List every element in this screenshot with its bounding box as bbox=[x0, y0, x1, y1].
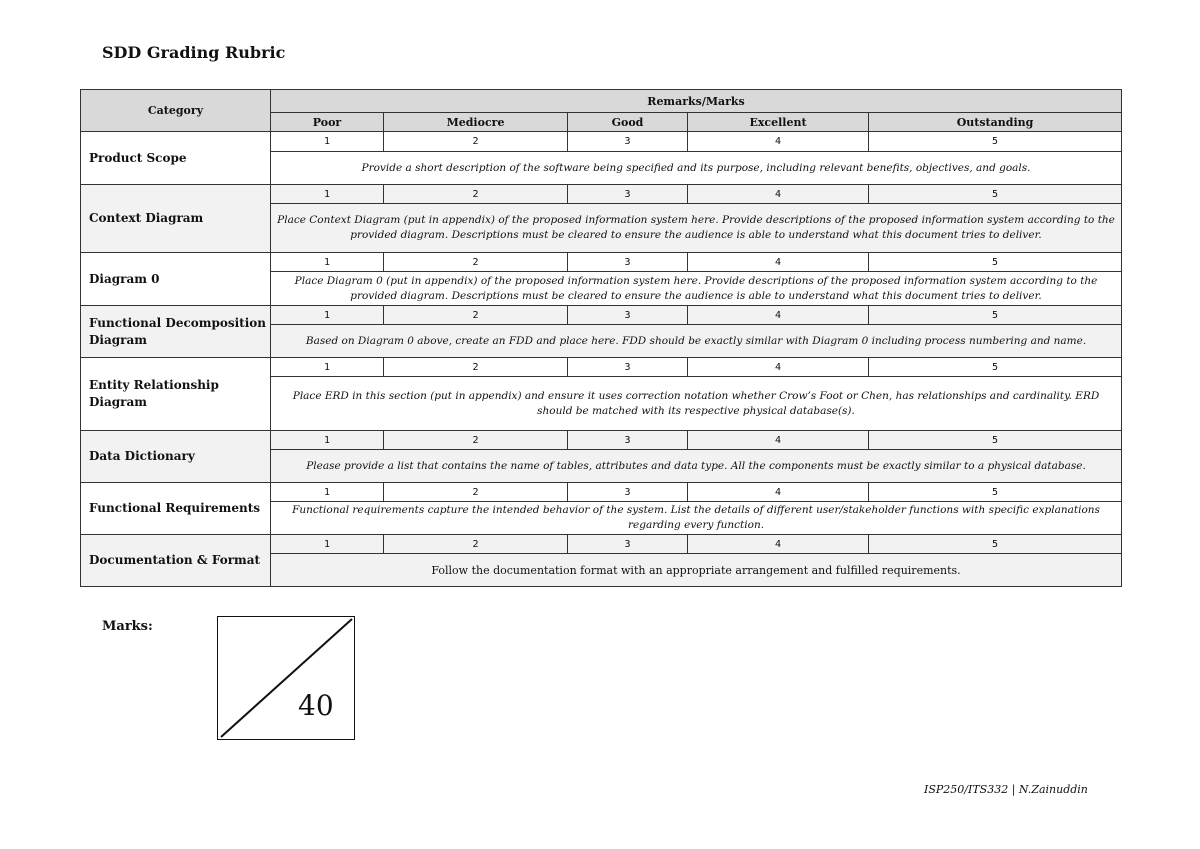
category-header: Category bbox=[81, 90, 271, 132]
category-fdd: Functional Decomposition Diagram bbox=[81, 306, 271, 358]
score-cell: 1 bbox=[271, 483, 384, 502]
score-cell: 4 bbox=[688, 483, 869, 502]
score-cell: 1 bbox=[271, 358, 384, 377]
score-cell: 2 bbox=[384, 431, 568, 450]
score-cell: 4 bbox=[688, 253, 869, 272]
score-cell: 2 bbox=[384, 185, 568, 204]
score-cell: 4 bbox=[688, 132, 869, 152]
score-cell: 5 bbox=[869, 185, 1122, 204]
score-cell: 4 bbox=[688, 431, 869, 450]
score-cell: 3 bbox=[568, 483, 688, 502]
grading-rubric-table bbox=[80, 89, 1122, 587]
score-cell: 4 bbox=[688, 185, 869, 204]
page-footer: ISP250/ITS332 | N.Zainuddin bbox=[924, 783, 1088, 796]
description-data-dictionary: Please provide a list that contains the name of tables, attributes and data type. All the components must be exactly similar to a physical database. bbox=[271, 450, 1122, 483]
marks-label: Marks: bbox=[102, 619, 153, 634]
description-context-diagram: Place Context Diagram (put in appendix) of the proposed information system here. Provide descriptions of the proposed information system according to the provided diagram. Descriptions must be cleared to ensure the audience is able to understand what this document tries to deliver. bbox=[271, 204, 1122, 253]
score-cell: 5 bbox=[869, 358, 1122, 377]
score-cell: 2 bbox=[384, 483, 568, 502]
score-cell: 3 bbox=[568, 185, 688, 204]
level-mediocre: Mediocre bbox=[384, 113, 568, 132]
score-cell: 3 bbox=[568, 306, 688, 325]
level-excellent: Excellent bbox=[688, 113, 869, 132]
score-cell: 5 bbox=[869, 253, 1122, 272]
score-cell: 3 bbox=[568, 358, 688, 377]
score-cell: 1 bbox=[271, 535, 384, 554]
score-cell: 5 bbox=[869, 306, 1122, 325]
score-cell: 1 bbox=[271, 253, 384, 272]
category-data-dictionary: Data Dictionary bbox=[81, 431, 271, 483]
score-cell: 3 bbox=[568, 253, 688, 272]
page-title: SDD Grading Rubric bbox=[102, 43, 286, 62]
score-cell: 3 bbox=[568, 132, 688, 152]
score-cell: 1 bbox=[271, 431, 384, 450]
category-diagram-0: Diagram 0 bbox=[81, 253, 271, 306]
description-product-scope: Provide a short description of the software being specified and its purpose, including relevant benefits, objectives, and goals. bbox=[271, 152, 1122, 185]
score-cell: 4 bbox=[688, 306, 869, 325]
score-cell: 1 bbox=[271, 185, 384, 204]
score-cell: 1 bbox=[271, 306, 384, 325]
level-outstanding: Outstanding bbox=[869, 113, 1122, 132]
description-diagram-0: Place Diagram 0 (put in appendix) of the proposed information system here. Provide descriptions of the proposed information system according to the provided diagram. Descriptions must be cleared to ensure the audience is able to understand what this document tries to deliver. bbox=[271, 272, 1122, 306]
score-cell: 2 bbox=[384, 358, 568, 377]
score-cell: 1 bbox=[271, 132, 384, 152]
score-cell: 2 bbox=[384, 306, 568, 325]
marks-box bbox=[217, 616, 355, 740]
description-functional-requirements: Functional requirements capture the intended behavior of the system. List the details of different user/stakeholder functions with specific explanations regarding every function. bbox=[271, 502, 1122, 535]
score-cell: 5 bbox=[869, 535, 1122, 554]
score-cell: 5 bbox=[869, 431, 1122, 450]
marks-total: 40 bbox=[298, 689, 334, 722]
category-context-diagram: Context Diagram bbox=[81, 185, 271, 253]
level-poor: Poor bbox=[271, 113, 384, 132]
description-documentation-format: Follow the documentation format with an appropriate arrangement and fulfilled requirements. bbox=[271, 554, 1122, 587]
category-functional-requirements: Functional Requirements bbox=[81, 483, 271, 535]
score-cell: 3 bbox=[568, 535, 688, 554]
category-product-scope: Product Scope bbox=[81, 132, 271, 185]
description-fdd: Based on Diagram 0 above, create an FDD and place here. FDD should be exactly similar with Diagram 0 including process numbering and name. bbox=[271, 325, 1122, 358]
score-cell: 4 bbox=[688, 535, 869, 554]
score-cell: 2 bbox=[384, 535, 568, 554]
category-erd: Entity Relationship Diagram bbox=[81, 358, 271, 431]
score-cell: 2 bbox=[384, 132, 568, 152]
category-documentation-format: Documentation & Format bbox=[81, 535, 271, 587]
score-cell: 5 bbox=[869, 483, 1122, 502]
score-cell: 5 bbox=[869, 132, 1122, 152]
score-cell: 2 bbox=[384, 253, 568, 272]
score-cell: 3 bbox=[568, 431, 688, 450]
score-cell: 4 bbox=[688, 358, 869, 377]
level-good: Good bbox=[568, 113, 688, 132]
description-erd: Place ERD in this section (put in appendix) and ensure it uses correction notation whether Crow’s Foot or Chen, has relationships and cardinality. ERD should be matched with its respective physical database(s). bbox=[271, 377, 1122, 431]
remarks-header: Remarks/Marks bbox=[271, 90, 1122, 113]
